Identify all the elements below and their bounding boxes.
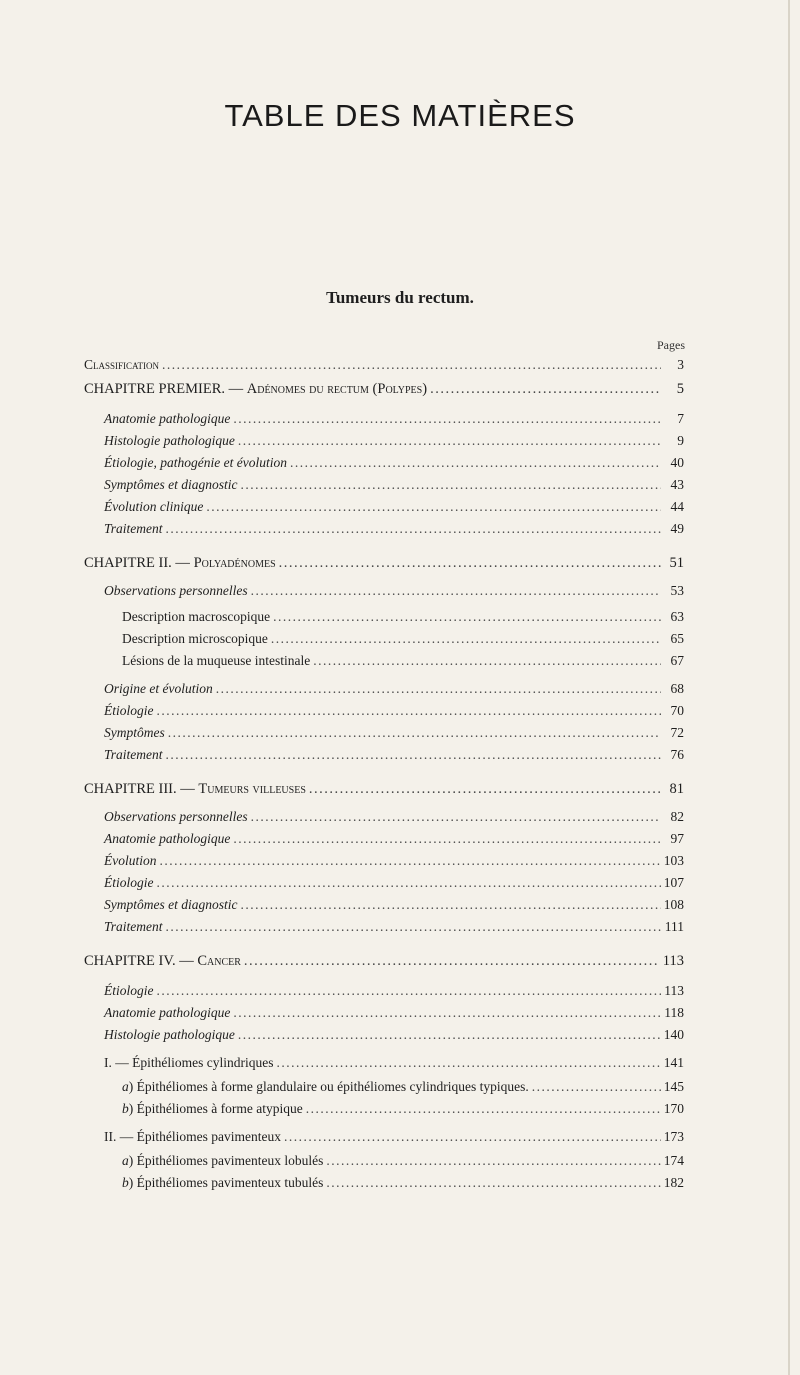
page-number: 7 (677, 411, 684, 426)
toc-entry (104, 499, 684, 519)
toc-label-part: ) Épithéliomes à forme atypique (128, 1101, 303, 1116)
toc-entry (84, 381, 684, 401)
dot-leader (240, 897, 660, 913)
toc-entry-label (84, 555, 276, 572)
dot-leader (309, 781, 661, 798)
section-subtitle: Tumeurs du rectum. (326, 288, 474, 307)
toc-entry (84, 555, 684, 575)
toc-label-part: Évolution clinique (104, 499, 204, 514)
toc-entry (104, 703, 684, 723)
page-number: 43 (670, 477, 684, 492)
page-number: 70 (670, 703, 684, 718)
toc-label-part: Traitement (104, 919, 163, 934)
toc-entry (104, 455, 684, 475)
toc-label-part: I. — Épithéliomes cylindriques (104, 1055, 274, 1070)
toc-label-part: Anatomie pathologique (104, 1005, 231, 1020)
toc-label-part: II. — Épithéliomes pavimenteux (104, 1129, 281, 1144)
toc-label-part: CHAPITRE PREMIER. — (84, 381, 247, 397)
toc-entry-label (122, 1101, 303, 1117)
toc-entry-label (122, 1079, 529, 1095)
toc-entry (104, 897, 684, 917)
toc-label-part: Étiologie, pathogénie et évolution (104, 455, 287, 470)
toc-entry-label (84, 953, 241, 970)
toc-entry-label (104, 809, 248, 825)
toc-entry (104, 1055, 684, 1075)
toc-entry (122, 1101, 684, 1121)
page-number: 44 (670, 499, 684, 514)
dot-leader (166, 919, 661, 935)
dot-leader (273, 609, 661, 625)
toc-entry (104, 747, 684, 767)
toc-entry-label (122, 1153, 323, 1169)
toc-label-part: Adénomes du rectum (Polypes) (246, 381, 428, 397)
toc-entry (122, 609, 684, 629)
toc-label-part: b (122, 1101, 129, 1116)
dot-leader (276, 1055, 660, 1071)
dot-leader (430, 381, 661, 398)
toc-entry-label (104, 831, 230, 847)
dot-leader (238, 1027, 661, 1043)
toc-label-part: Polyadénomes (193, 555, 276, 571)
dot-leader (157, 875, 661, 891)
dot-leader (206, 499, 661, 515)
page-number: 182 (663, 1175, 684, 1190)
toc-label-part: CHAPITRE III. — (84, 781, 199, 797)
page-number: 40 (670, 455, 684, 470)
toc-label-part: Anatomie pathologique (104, 831, 231, 846)
toc-label-part: Symptômes (104, 725, 165, 740)
page-number: 141 (663, 1055, 684, 1070)
toc-entry-label (122, 1175, 323, 1191)
page-number: 107 (663, 875, 684, 890)
toc-entry (104, 681, 684, 701)
toc-label-part: ) Épithéliomes à forme glandulaire ou épithéliomes cylindriques typiques. (128, 1079, 529, 1094)
dot-leader (233, 411, 661, 427)
dot-leader (233, 1005, 661, 1021)
toc-entry-label (104, 499, 203, 515)
dot-leader (240, 477, 661, 493)
dot-leader (326, 1153, 660, 1169)
toc-label-part: Étiologie (104, 983, 154, 998)
dot-leader (166, 747, 661, 763)
toc-entry-label (104, 1005, 230, 1021)
toc-label-part: Histologie pathologique (104, 1027, 235, 1042)
page-number: 108 (663, 897, 684, 912)
toc-label-part: Symptômes et diagnostic (104, 897, 238, 912)
toc-entry (104, 521, 684, 541)
toc-entry-label (104, 983, 154, 999)
dot-leader (238, 433, 661, 449)
dot-leader (271, 631, 661, 647)
page-number: 82 (670, 809, 684, 824)
page-number: 3 (677, 357, 684, 372)
dot-leader (284, 1129, 661, 1145)
toc-label-part: Évolution (104, 853, 157, 868)
toc-entry (122, 1175, 684, 1195)
dot-leader (279, 555, 661, 572)
toc-entry-label (122, 631, 268, 647)
dot-leader (162, 357, 661, 373)
toc-label-part: Tumeurs villeuses (198, 781, 306, 797)
toc-entry (84, 953, 684, 973)
toc-entry-label (104, 681, 213, 697)
toc-label-part: Origine et évolution (104, 681, 213, 696)
page-number: 174 (663, 1153, 684, 1168)
toc-label-part: Étiologie (104, 703, 154, 718)
toc-entry-label (122, 609, 270, 625)
toc-entry-label (84, 381, 427, 398)
toc-entry-label (104, 477, 237, 493)
toc-entry-label (104, 521, 163, 537)
page-number: 170 (663, 1101, 684, 1116)
toc-entry-label (104, 1055, 273, 1071)
dot-leader (251, 583, 661, 599)
page-number: 72 (670, 725, 684, 740)
toc-entry (104, 1129, 684, 1149)
page-number: 145 (663, 1079, 684, 1094)
toc-entry-label (84, 781, 306, 798)
toc-label-part: Classification (84, 357, 160, 372)
page-number: 173 (663, 1129, 684, 1144)
toc-label-part: a (122, 1153, 129, 1168)
pages-column-label: Pages (657, 338, 685, 352)
toc-entry-label (104, 897, 237, 913)
toc-label-part: Observations personnelles (104, 809, 248, 824)
toc-entry (122, 631, 684, 651)
toc-entry (104, 433, 684, 453)
toc-entry-label (104, 919, 163, 935)
toc-entry-label (104, 1027, 235, 1043)
toc-entry (104, 411, 684, 431)
page-number: 5 (676, 381, 684, 397)
dot-leader (306, 1101, 661, 1117)
page-number: 140 (663, 1027, 684, 1042)
toc-entry (104, 1005, 684, 1025)
toc-label-part: ) Épithéliomes pavimenteux tubulés (128, 1175, 324, 1190)
toc-label-part: Observations personnelles (104, 583, 248, 598)
toc-label-part: CHAPITRE II. — (84, 555, 194, 571)
toc-entry-label (104, 747, 163, 763)
page-number: 113 (664, 983, 684, 998)
toc-entry (84, 357, 684, 377)
page-number: 76 (670, 747, 684, 762)
page-number: 51 (669, 555, 684, 571)
toc-entry (104, 983, 684, 1003)
toc-entry-label (104, 433, 235, 449)
page-edge-rule (788, 0, 790, 1375)
dot-leader (326, 1175, 660, 1191)
toc-entry-label (104, 583, 248, 599)
dot-leader (160, 853, 661, 869)
toc-entry (122, 1153, 684, 1173)
toc-entry (104, 919, 684, 939)
toc-label-part: Traitement (104, 747, 163, 762)
dot-leader (233, 831, 661, 847)
toc-entry (104, 725, 684, 745)
toc-label-part: b (122, 1175, 129, 1190)
page-number: 97 (670, 831, 684, 846)
page-number: 63 (670, 609, 684, 624)
toc-label-part: Anatomie pathologique (104, 411, 231, 426)
page-number: 49 (670, 521, 684, 536)
toc-entry-label (104, 725, 165, 741)
toc-entry-label (104, 853, 157, 869)
dot-leader (166, 521, 661, 537)
page-number: 65 (670, 631, 684, 646)
toc-label-part: CHAPITRE IV. — (84, 953, 198, 969)
toc-entry-label (104, 703, 154, 719)
toc-entry (104, 853, 684, 873)
page-number: 111 (664, 919, 684, 934)
toc-entry-label (104, 1129, 281, 1145)
toc-label-part: ) Épithéliomes pavimenteux lobulés (128, 1153, 324, 1168)
toc-entry (104, 875, 684, 895)
page-number: 81 (669, 781, 684, 797)
toc-entry (104, 831, 684, 851)
dot-leader (290, 455, 661, 471)
dot-leader (157, 983, 662, 999)
toc-label-part: Étiologie (104, 875, 154, 890)
toc-label-part: Histologie pathologique (104, 433, 235, 448)
page-title: TABLE DES MATIÈRES (224, 98, 576, 133)
page-number: 113 (662, 953, 684, 969)
toc-entry-label (104, 875, 154, 891)
dot-leader (244, 953, 660, 970)
toc-label-part: Description microscopique (122, 631, 268, 646)
page-number: 68 (670, 681, 684, 696)
toc-label-part: Lésions de la muqueuse intestinale (122, 653, 311, 668)
toc-entry (104, 809, 684, 829)
toc-entry (104, 583, 684, 603)
dot-leader (251, 809, 661, 825)
toc-label-part: Traitement (104, 521, 163, 536)
toc-entry (84, 781, 684, 801)
toc-label-part: Cancer (197, 953, 241, 969)
toc-label-part: a (122, 1079, 129, 1094)
toc-entry-label (84, 357, 159, 373)
dot-leader (168, 725, 661, 741)
dot-leader (157, 703, 662, 719)
toc-entry (122, 653, 684, 673)
toc-entry (104, 477, 684, 497)
page-number: 67 (670, 653, 684, 668)
toc-label-part: Symptômes et diagnostic (104, 477, 238, 492)
dot-leader (532, 1079, 661, 1095)
dot-leader (216, 681, 661, 697)
toc-entry-label (104, 411, 230, 427)
page-number: 9 (677, 433, 684, 448)
page-number: 103 (663, 853, 684, 868)
toc-entry (122, 1079, 684, 1099)
dot-leader (313, 653, 661, 669)
toc-label-part: Description macroscopique (122, 609, 271, 624)
page-number: 53 (670, 583, 684, 598)
toc-entry (104, 1027, 684, 1047)
toc-entry-label (122, 653, 310, 669)
toc-entry-label (104, 455, 287, 471)
page-number: 118 (664, 1005, 684, 1020)
